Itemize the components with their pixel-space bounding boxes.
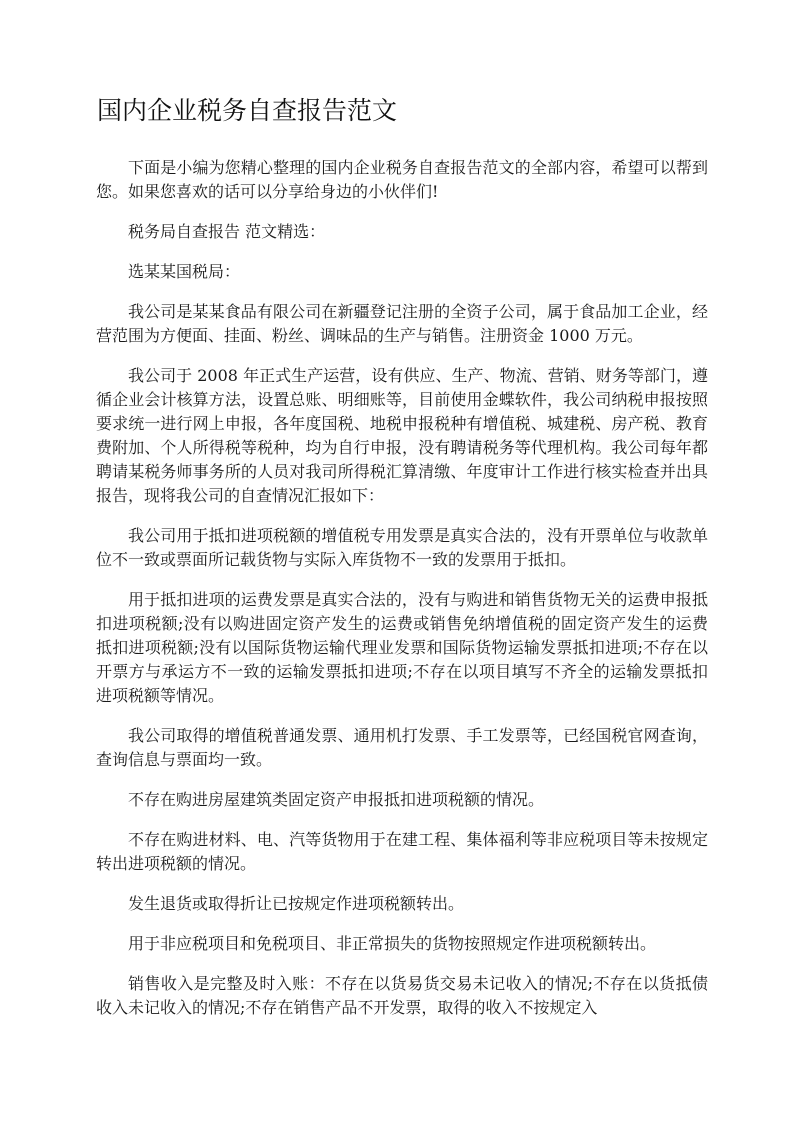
paragraph-freight-invoices: 用于抵扣进项的运费发票是真实合法的，没有与购进和销售货物无关的运费申报抵扣进项税额;没有以购进固定资产发生的运费或销售免纳增值税的固定资产发生的运费抵扣进项税额;没有以国际货物运输代理业发票和国际货物运输发票抵扣进项;不存在以开票方与承运方不一致的运输发票抵扣进项;不存在以项目填写不齐全的运输发票抵扣进项税额等情况。	[96, 590, 708, 705]
paragraph-general-invoices: 我公司取得的增值税普通发票、通用机打发票、手工发票等，已经国税官网查询，查询信息与票面均一致。	[96, 726, 708, 769]
paragraph-heading: 税务局自查报告 范文精选：	[128, 222, 326, 241]
paragraph-sales-income: 销售收入是完整及时入账：不存在以货易货交易未记收入的情况;不存在以货抵债收入未记收入的情况;不存在销售产品不开发票，取得的收入不按规定入	[96, 974, 708, 1017]
paragraph-returns: 发生退货或取得折让已按规定作进项税额转出。	[128, 894, 465, 913]
paragraph-materials: 不存在购进材料、电、汽等货物用于在建工程、集体福利等非应税项目等未按规定转出进项税额的情况。	[96, 830, 708, 873]
paragraph-vat-invoices: 我公司用于抵扣进项税额的增值税专用发票是真实合法的，没有开票单位与收款单位不一致或票面所记载货物与实际入库货物不一致的发票用于抵扣。	[96, 526, 708, 569]
paragraph-salutation: 选某某国税局：	[128, 262, 241, 281]
paragraph-intro: 下面是小编为您精心整理的国内企业税务自查报告范文的全部内容，希望可以帮到您。如果您喜欢的话可以分享给身边的小伙伴们!	[96, 158, 708, 201]
document-body	[96, 156, 708, 1036]
paragraph-buildings: 不存在购进房屋建筑类固定资产申报抵扣进项税额的情况。	[128, 790, 545, 809]
document-title: 国内企业税务自查报告范文	[97, 96, 398, 125]
paragraph-operations: 我公司于 2008 年正式生产运营，设有供应、生产、物流、营销、财务等部门，遵循企业会计核算方法，设置总账、明细账等，目前使用金蝶软件，我公司纳税申报按照要求统一进行网上申报，各年度国税、地税申报税种有增值税、城建税、房产税、教育费附加、个人所得税等税种，均为自行申报，没有聘请税务等代理机构。我公司每年都聘请某税务师事务所的人员对我司所得税汇算清缴、年度审计工作进行核实检查并出具报告，现将我公司的自查情况汇报如下：	[96, 366, 708, 505]
paragraph-non-taxable: 用于非应税项目和免税项目、非正常损失的货物按照规定作进项税额转出。	[128, 934, 657, 953]
paragraph-company-info: 我公司是某某食品有限公司在新疆登记注册的全资子公司，属于食品加工企业，经营范围为方便面、挂面、粉丝、调味品的生产与销售。注册资金 1000 万元。	[96, 302, 708, 345]
